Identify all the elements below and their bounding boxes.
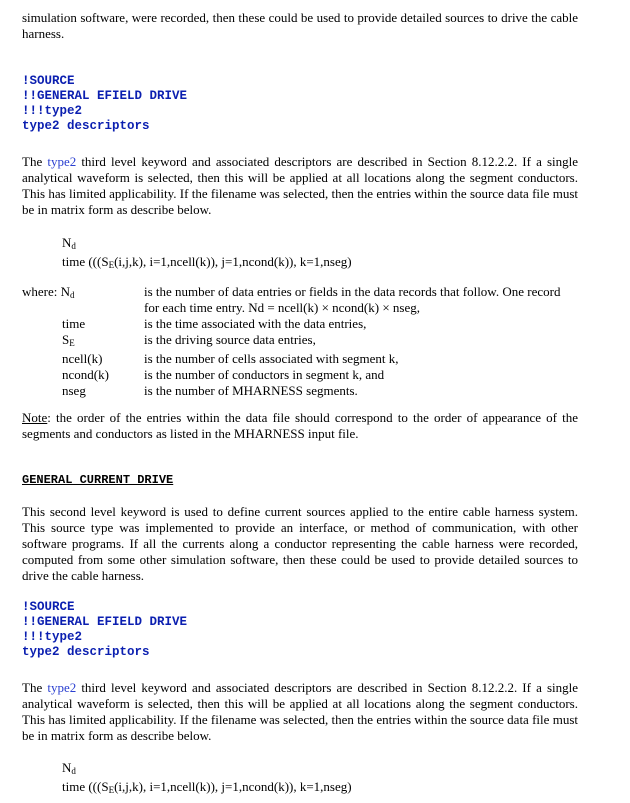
code-line: !SOURCE [22, 74, 75, 88]
formula-block-1 [62, 235, 352, 273]
top-paragraph: simulation software, were recorded, then these could be used to provide detailed sources to drive the cable harness. [22, 10, 578, 41]
code-block-1 [22, 74, 187, 134]
code-line: !!GENERAL EFIELD DRIVE [22, 89, 188, 103]
section-paragraph-2: This second level keyword is used to define current sources applied to the entire cable harness system. This source type was implemented to provide an interface, or method of communication, with other software programs. If all the currents along a conductor representing the cable harness were recorded, computed from some other simulation software, then these could be used to provide detailed sources to drive the cable harness. [22, 504, 578, 583]
definition-row: $S_E$ is the driving source data entries, [62, 332, 316, 348]
section-heading-general-current-drive: GENERAL CURRENT DRIVE [22, 473, 174, 487]
code-block-2 [22, 600, 187, 660]
formula-block-2 [62, 760, 352, 798]
formula-nd: $N_d$ [62, 235, 76, 251]
definition-row: where: $N_d$ is the number of data entries or fields in the data records that follow. One record for each time entry. Nd = ncell(k) × ncond(k) × nseg, [22, 284, 561, 315]
code-line: type2 descriptors [22, 645, 150, 659]
description-paragraph-2: The type2 third level keyword and associated descriptors are described in Section 8.12.2.2. If a single analytical waveform is selected, then this will be applied at all locations along the segment conductors. This has limited applicability. If the filename was selected, then the entries within the source data file must be in matrix form as describe below. [22, 680, 578, 743]
where-label: where: [22, 284, 58, 299]
formula-time-line: time ((($S_E(i,j,k)$, i=1,ncell(k)), j=1,ncond(k)), k=1,nseg) [62, 779, 352, 795]
keyword-type2: type2 [47, 680, 77, 695]
formula-time-line: time ((($S_E(i,j,k)$, i=1,ncell(k)), j=1,ncond(k)), k=1,nseg) [62, 254, 352, 270]
description-paragraph-1: The type2 third level keyword and associated descriptors are described in Section 8.12.2.2. If a single analytical waveform is selected, then this will be applied at all locations along the segment conductors. This has limited applicability. If the filename was selected, then the entries within the source data file must be in matrix form as describe below. [22, 154, 578, 217]
definition-row: time is the time associated with the data entries, [62, 316, 367, 331]
where-definitions [22, 284, 578, 399]
definition-row: nseg is the number of MHARNESS segments. [62, 383, 358, 398]
definition-row: ncond(k) is the number of conductors in segment k, and [62, 367, 385, 382]
code-line: !SOURCE [22, 600, 75, 614]
note-paragraph: Note: the order of the entries within the data file should correspond to the order of appearance of the segments and conductors as listed in the MHARNESS input file. [22, 410, 578, 441]
definition-row: ncell(k) is the number of cells associated with segment k, [62, 351, 399, 366]
code-line: !!!type2 [22, 104, 83, 118]
code-line: type2 descriptors [22, 119, 150, 133]
code-line: !!GENERAL EFIELD DRIVE [22, 615, 188, 629]
formula-nd: $N_d$ [62, 760, 76, 776]
keyword-type2: type2 [47, 154, 77, 169]
note-label: Note [22, 410, 48, 425]
code-line: !!!type2 [22, 630, 83, 644]
